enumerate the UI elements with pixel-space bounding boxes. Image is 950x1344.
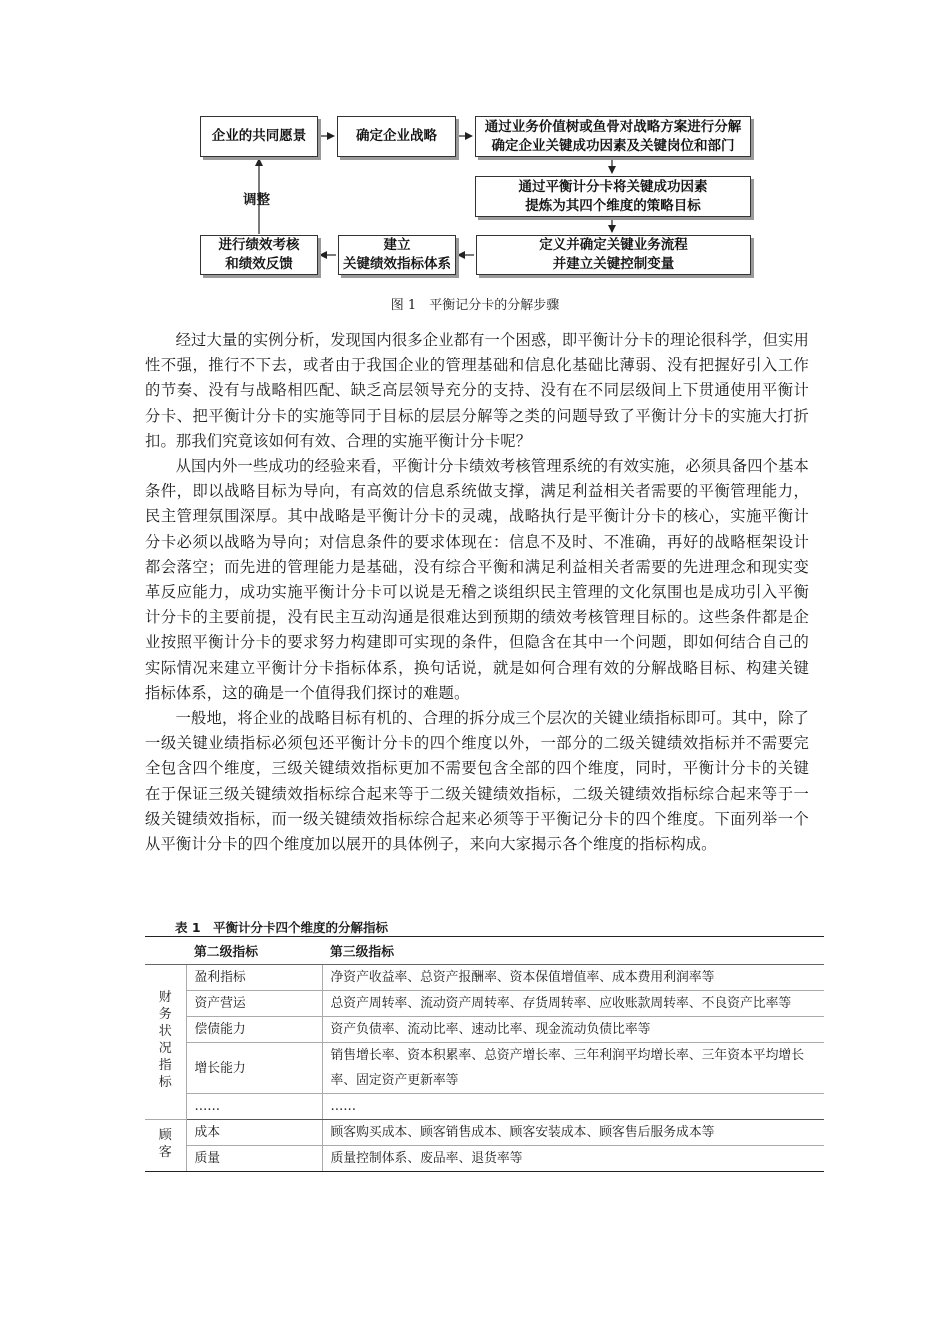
box-common-vision-text: 企业的共同愿景 [211,128,307,144]
box-appraisal-line2: 和绩效反馈 [225,256,293,272]
box-appraisal [200,235,318,275]
indicator-table [145,936,824,1172]
table-row [145,991,824,1017]
box-build-kpi [338,235,456,275]
table-header-row [145,937,824,965]
table-row [145,965,824,991]
level3-cell: 资产负债率、流动比率、速动比率、现金流动负债比率等 [322,1017,824,1043]
paragraph: 一般地，将企业的战略目标有机的、合理的拆分成三个层次的关键业绩指标即可。其中，除了一级关键业绩指标必须包还平衡计分卡的四个维度以外，一部分的二级关键绩效指标并不需要完全包含四个维度，三级关键绩效指标更加不需要包含全部的四个维度，同时，平衡计分卡的关键在于保证三级关键绩效指标综合起来等于二级关键绩效指标，二级关键绩效指标综合起来等于一级关键绩效指标，而一级关键绩效指标综合起来必须等于平衡记分卡的四个维度。下面列举一个从平衡计分卡的四个维度加以展开的具体例子，来向大家揭示各个维度的指标构成。 [145,709,809,854]
table-row [145,1017,824,1043]
group-label: 顾客 [158,1127,172,1160]
level3-cell: 销售增长率、资本积累率、总资产增长率、三年利润平均增长率、三年资本平均增长率、固定资产更新率等 [322,1043,824,1094]
level2-cell: 偿债能力 [186,1017,322,1043]
table-row [145,1146,824,1172]
table-row [145,1043,824,1094]
group-label: 财务状况指标 [158,990,172,1090]
level3-cell: 顾客购买成本、顾客销售成本、顾客安装成本、顾客售后服务成本等 [322,1120,824,1146]
box-process-line2: 并建立关键控制变量 [552,256,675,272]
header-level2: 第二级指标 [186,937,322,965]
level2-cell: 增长能力 [186,1043,322,1094]
box-decompose-strategy [475,116,751,157]
box-define-process [476,235,751,275]
group-label-cell [145,965,186,1120]
level2-cell: 资产营运 [186,991,322,1017]
box-bsc-refine [475,176,751,217]
level3-cell: 质量控制体系、废品率、退货率等 [322,1146,824,1172]
header-level3: 第三级指标 [322,937,824,965]
level3-cell: 净资产收益率、总资产报酬率、资本保值增值率、成本费用利润率等 [322,965,824,991]
table-title: 表 1 平衡计分卡四个维度的分解指标 [175,920,389,935]
box-bsc-line1: 通过平衡计分卡将关键成功因素 [518,178,708,195]
box-decompose-line2: 确定企业关键成功因素及关键岗位和部门 [491,137,735,154]
header-dimension [145,937,186,965]
box-determine-strategy [337,116,456,157]
box-bsc-line2: 提炼为其四个维度的策略目标 [525,197,701,214]
box-process-line1: 定义并确定关键业务流程 [539,237,688,253]
body-text [145,328,809,857]
figure-caption: 图 1 平衡记分卡的分解步骤 [390,298,560,313]
group-label-cell [145,1120,186,1172]
box-appraisal-line1: 进行绩效考核 [218,237,300,253]
indicator-table-grid [145,936,824,1172]
box-kpi-line1: 建立 [383,237,411,253]
level2-cell: 质量 [186,1146,322,1172]
level3-cell: …… [322,1094,824,1120]
level3-cell: 总资产周转率、流动资产周转率、存货周转率、应收账款周转率、不良资产比率等 [322,991,824,1017]
box-common-vision [200,116,318,157]
box-kpi-line2: 关键绩效指标体系 [343,256,451,272]
flow-diagram [0,0,950,313]
box-determine-strategy-text: 确定企业战略 [356,128,437,144]
paragraph: 从国内外一些成功的经验来看，平衡计分卡绩效考核管理系统的有效实施，必须具备四个基本条件，即以战略目标为导向，有高效的信息系统做支撑，满足利益相关者需要的平衡管理能力，民主管理氛围深厚。其中战略是平衡计分卡的灵魂，战略执行是平衡计分卡的核心，实施平衡计分卡必须以战略为导向；对信息条件的要求体现在：信息不及时、不准确，再好的战略框架设计都会落空；而先进的管理能力是基础，没有综合平衡和满足利益相关者需要的先进理念和现实变革反应能力，成功实施平衡计分卡可以说是无稽之谈组织民主管理的文化氛围也是成功引入平衡计分卡的主要前提，没有民主互动沟通是很难达到预期的绩效考核管理目标的。这些条件都是企业按照平衡计分卡的要求努力构建即可实现的条件，但隐含在其中一个问题，即如何结合自己的实际情况来建立平衡计分卡指标体系，换句话说，就是如何合理有效的分解战略目标、构建关键指标体系，这的确是一个值得我们探讨的难题。 [145,457,809,702]
paragraph: 经过大量的实例分析，发现国内很多企业都有一个困惑，即平衡计分卡的理论很科学，但实用性不强，推行不下去，或者由于我国企业的管理基础和信息化基础比薄弱、没有把握好引入工作的节奏、没有与战略相匹配、缺乏高层领导充分的支持、没有在不同层级间上下贯通使用平衡计分卡、把平衡计分卡的实施等同于目标的层层分解等之类的问题导致了平衡计分卡的实施大打折扣。那我们究竟该如何有效、合理的实施平衡计分卡呢？ [145,331,809,450]
level2-cell: 盈利指标 [186,965,322,991]
level2-cell: 成本 [186,1120,322,1146]
level2-cell: …… [186,1094,322,1120]
table-row [145,1094,824,1120]
table-row [145,1120,824,1146]
box-decompose-line1: 通过业务价值树或鱼骨对战略方案进行分解 [484,118,742,135]
adjust-label: 调整 [243,192,270,208]
